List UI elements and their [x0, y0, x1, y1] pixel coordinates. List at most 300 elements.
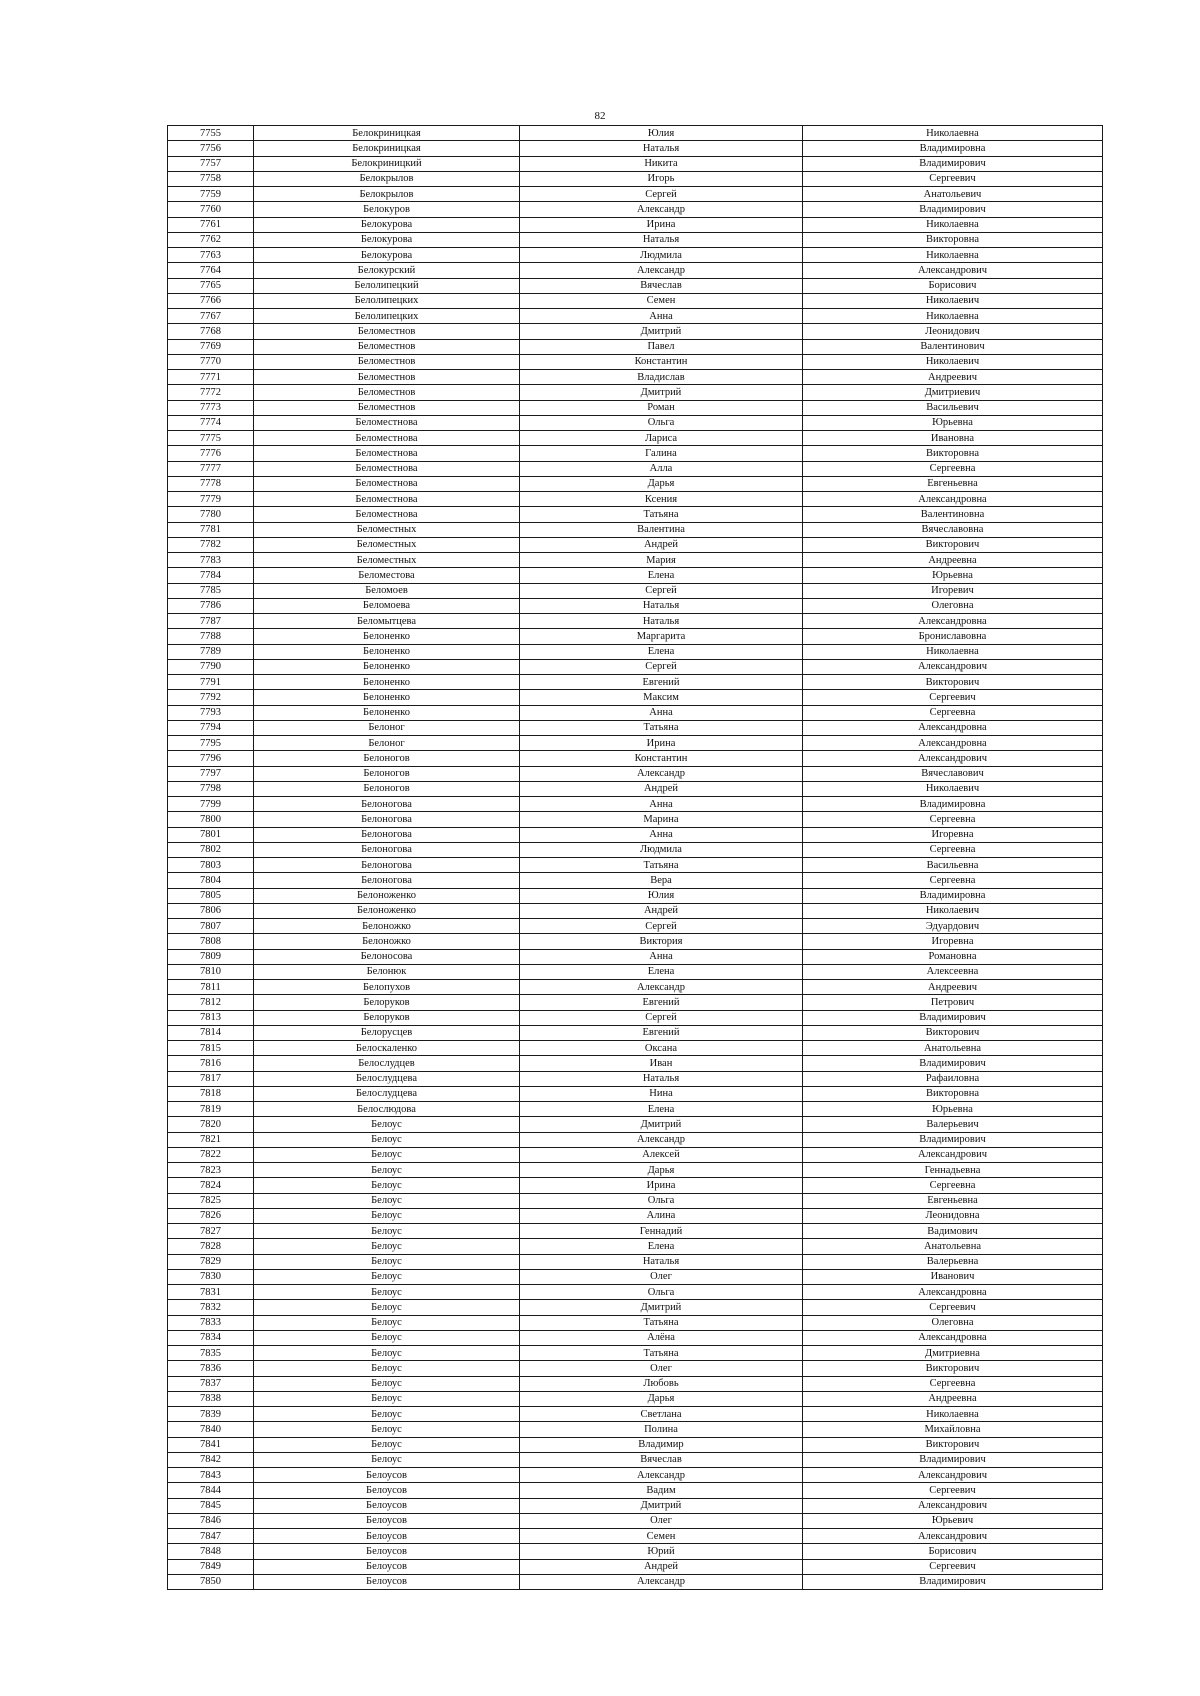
- surname-cell: Белоус: [254, 1239, 520, 1254]
- first-name-cell: Валентина: [520, 522, 803, 537]
- patronymic-cell: Николаевна: [803, 644, 1103, 659]
- surname-cell: Белоус: [254, 1285, 520, 1300]
- first-name-cell: Алла: [520, 461, 803, 476]
- surname-cell: Белокурова: [254, 248, 520, 263]
- table-row: [168, 659, 1103, 674]
- surname-cell: Беломестнов: [254, 339, 520, 354]
- surname-cell: Белокурова: [254, 232, 520, 247]
- first-name-cell: Елена: [520, 964, 803, 979]
- patronymic-cell: Брониславовна: [803, 629, 1103, 644]
- record-number-cell: 7756: [168, 141, 254, 156]
- record-number-cell: 7770: [168, 354, 254, 369]
- table-row: [168, 736, 1103, 751]
- first-name-cell: Ольга: [520, 1285, 803, 1300]
- patronymic-cell: Николаевич: [803, 903, 1103, 918]
- first-name-cell: Андрей: [520, 781, 803, 796]
- patronymic-cell: Дмитриевна: [803, 1346, 1103, 1361]
- table-row: [168, 1117, 1103, 1132]
- patronymic-cell: Александровна: [803, 1285, 1103, 1300]
- first-name-cell: Игорь: [520, 171, 803, 186]
- table-row: [168, 1346, 1103, 1361]
- surname-cell: Белоус: [254, 1208, 520, 1223]
- table-row: [168, 720, 1103, 735]
- first-name-cell: Алина: [520, 1208, 803, 1223]
- first-name-cell: Виктория: [520, 934, 803, 949]
- patronymic-cell: Игоревна: [803, 827, 1103, 842]
- record-number-cell: 7841: [168, 1437, 254, 1452]
- patronymic-cell: Борисович: [803, 1544, 1103, 1559]
- table-row: [168, 553, 1103, 568]
- record-number-cell: 7833: [168, 1315, 254, 1330]
- first-name-cell: Дарья: [520, 1163, 803, 1178]
- surname-cell: Белоножко: [254, 934, 520, 949]
- table-row: [168, 1010, 1103, 1025]
- surname-cell: Белослудцева: [254, 1071, 520, 1086]
- table-row: [168, 1574, 1103, 1589]
- table-row: [168, 690, 1103, 705]
- surname-cell: Белоус: [254, 1132, 520, 1147]
- first-name-cell: Татьяна: [520, 1315, 803, 1330]
- surname-cell: Беломытцева: [254, 614, 520, 629]
- first-name-cell: Дмитрий: [520, 324, 803, 339]
- first-name-cell: Иван: [520, 1056, 803, 1071]
- first-name-cell: Константин: [520, 354, 803, 369]
- surname-cell: Белоненко: [254, 690, 520, 705]
- surname-cell: Белоус: [254, 1147, 520, 1162]
- table-row: [168, 1224, 1103, 1239]
- first-name-cell: Светлана: [520, 1407, 803, 1422]
- record-number-cell: 7810: [168, 964, 254, 979]
- table-row: [168, 385, 1103, 400]
- first-name-cell: Евгений: [520, 1025, 803, 1040]
- surname-cell: Белоус: [254, 1163, 520, 1178]
- table-row: [168, 1254, 1103, 1269]
- first-name-cell: Владислав: [520, 370, 803, 385]
- surname-cell: Белоус: [254, 1346, 520, 1361]
- table-row: [168, 797, 1103, 812]
- table-row: [168, 187, 1103, 202]
- patronymic-cell: Васильевич: [803, 400, 1103, 415]
- record-number-cell: 7785: [168, 583, 254, 598]
- first-name-cell: Вадим: [520, 1483, 803, 1498]
- table-row: [168, 1163, 1103, 1178]
- first-name-cell: Наталья: [520, 1254, 803, 1269]
- table-row: [168, 980, 1103, 995]
- patronymic-cell: Юрьевна: [803, 415, 1103, 430]
- table-row: [168, 1513, 1103, 1528]
- table-row: [168, 1025, 1103, 1040]
- table-row: [168, 751, 1103, 766]
- record-number-cell: 7806: [168, 903, 254, 918]
- record-number-cell: 7840: [168, 1422, 254, 1437]
- record-number-cell: 7768: [168, 324, 254, 339]
- record-number-cell: 7789: [168, 644, 254, 659]
- surname-cell: Белослудцев: [254, 1056, 520, 1071]
- surname-cell: Белокурова: [254, 217, 520, 232]
- table-row: [168, 1102, 1103, 1117]
- first-name-cell: Нина: [520, 1086, 803, 1101]
- record-number-cell: 7759: [168, 187, 254, 202]
- first-name-cell: Геннадий: [520, 1224, 803, 1239]
- table-row: [168, 1376, 1103, 1391]
- surname-cell: Белоус: [254, 1330, 520, 1345]
- first-name-cell: Владимир: [520, 1437, 803, 1452]
- patronymic-cell: Николаевич: [803, 781, 1103, 796]
- patronymic-cell: Сергеевич: [803, 690, 1103, 705]
- record-number-cell: 7835: [168, 1346, 254, 1361]
- first-name-cell: Вячеслав: [520, 278, 803, 293]
- table-row: [168, 1208, 1103, 1223]
- patronymic-cell: Евгеньевна: [803, 1193, 1103, 1208]
- surname-cell: Белоноженко: [254, 888, 520, 903]
- surname-cell: Беломестнова: [254, 461, 520, 476]
- patronymic-cell: Викторовна: [803, 1086, 1103, 1101]
- surname-cell: Белоус: [254, 1452, 520, 1467]
- patronymic-cell: Владимирович: [803, 1452, 1103, 1467]
- table-row: [168, 1285, 1103, 1300]
- record-number-cell: 7761: [168, 217, 254, 232]
- first-name-cell: Евгений: [520, 675, 803, 690]
- surname-cell: Беломестнова: [254, 492, 520, 507]
- first-name-cell: Татьяна: [520, 720, 803, 735]
- record-number-cell: 7774: [168, 415, 254, 430]
- patronymic-cell: Ивановна: [803, 431, 1103, 446]
- surname-cell: Белолипецких: [254, 309, 520, 324]
- table-row: [168, 842, 1103, 857]
- record-number-cell: 7793: [168, 705, 254, 720]
- first-name-cell: Дарья: [520, 476, 803, 491]
- patronymic-cell: Александрович: [803, 1147, 1103, 1162]
- surname-cell: Белоруков: [254, 995, 520, 1010]
- patronymic-cell: Игоревна: [803, 934, 1103, 949]
- patronymic-cell: Валерьевич: [803, 1117, 1103, 1132]
- record-number-cell: 7795: [168, 736, 254, 751]
- surname-cell: Белоус: [254, 1391, 520, 1406]
- first-name-cell: Сергей: [520, 1010, 803, 1025]
- table-row: [168, 1391, 1103, 1406]
- patronymic-cell: Владимирович: [803, 1010, 1103, 1025]
- table-row: [168, 1193, 1103, 1208]
- first-name-cell: Олег: [520, 1269, 803, 1284]
- first-name-cell: Татьяна: [520, 858, 803, 873]
- patronymic-cell: Андреевна: [803, 1391, 1103, 1406]
- record-number-cell: 7757: [168, 156, 254, 171]
- table-row: [168, 461, 1103, 476]
- patronymic-cell: Андреевич: [803, 980, 1103, 995]
- surname-cell: Беломестова: [254, 568, 520, 583]
- record-number-cell: 7767: [168, 309, 254, 324]
- first-name-cell: Олег: [520, 1361, 803, 1376]
- record-number-cell: 7799: [168, 797, 254, 812]
- table-row: [168, 156, 1103, 171]
- patronymic-cell: Владимировна: [803, 888, 1103, 903]
- surname-cell: Беломестнова: [254, 431, 520, 446]
- surname-cell: Белоус: [254, 1300, 520, 1315]
- surname-cell: Белоус: [254, 1269, 520, 1284]
- record-number-cell: 7847: [168, 1529, 254, 1544]
- surname-cell: Белослюдова: [254, 1102, 520, 1117]
- surname-cell: Белоножко: [254, 919, 520, 934]
- surname-cell: Белоруков: [254, 1010, 520, 1025]
- record-number-cell: 7788: [168, 629, 254, 644]
- surname-cell: Белоус: [254, 1407, 520, 1422]
- surname-cell: Белолипецкий: [254, 278, 520, 293]
- surname-cell: Белоненко: [254, 659, 520, 674]
- patronymic-cell: Валентиновна: [803, 507, 1103, 522]
- first-name-cell: Полина: [520, 1422, 803, 1437]
- table-row: [168, 232, 1103, 247]
- table-row: [168, 934, 1103, 949]
- surname-cell: Белоненко: [254, 705, 520, 720]
- table-row: [168, 1361, 1103, 1376]
- table-row: [168, 202, 1103, 217]
- record-number-cell: 7850: [168, 1574, 254, 1589]
- surname-cell: Белоусов: [254, 1529, 520, 1544]
- table-row: [168, 446, 1103, 461]
- patronymic-cell: Сергеевич: [803, 1300, 1103, 1315]
- first-name-cell: Елена: [520, 644, 803, 659]
- first-name-cell: Александр: [520, 202, 803, 217]
- patronymic-cell: Вадимович: [803, 1224, 1103, 1239]
- surname-cell: Белокрылов: [254, 171, 520, 186]
- table-row: [168, 705, 1103, 720]
- record-number-cell: 7769: [168, 339, 254, 354]
- first-name-cell: Никита: [520, 156, 803, 171]
- record-number-cell: 7760: [168, 202, 254, 217]
- table-row: [168, 248, 1103, 263]
- surname-cell: Белоногова: [254, 858, 520, 873]
- table-row: [168, 858, 1103, 873]
- first-name-cell: Людмила: [520, 248, 803, 263]
- table-row: [168, 492, 1103, 507]
- record-number-cell: 7804: [168, 873, 254, 888]
- record-number-cell: 7825: [168, 1193, 254, 1208]
- roster-table: [167, 125, 1103, 1590]
- surname-cell: Белоус: [254, 1437, 520, 1452]
- page-number: 82: [594, 110, 606, 122]
- record-number-cell: 7762: [168, 232, 254, 247]
- table-row: [168, 1300, 1103, 1315]
- table-row: [168, 1422, 1103, 1437]
- record-number-cell: 7838: [168, 1391, 254, 1406]
- record-number-cell: 7787: [168, 614, 254, 629]
- patronymic-cell: Сергеевна: [803, 842, 1103, 857]
- table-row: [168, 675, 1103, 690]
- record-number-cell: 7824: [168, 1178, 254, 1193]
- table-row: [168, 614, 1103, 629]
- patronymic-cell: Викторович: [803, 537, 1103, 552]
- record-number-cell: 7758: [168, 171, 254, 186]
- surname-cell: Белоусов: [254, 1468, 520, 1483]
- surname-cell: Беломестнов: [254, 324, 520, 339]
- record-number-cell: 7772: [168, 385, 254, 400]
- surname-cell: Белоусов: [254, 1574, 520, 1589]
- record-number-cell: 7819: [168, 1102, 254, 1117]
- record-number-cell: 7781: [168, 522, 254, 537]
- patronymic-cell: Владимирович: [803, 1574, 1103, 1589]
- first-name-cell: Юлия: [520, 888, 803, 903]
- surname-cell: Белоус: [254, 1376, 520, 1391]
- surname-cell: Белоногов: [254, 781, 520, 796]
- first-name-cell: Елена: [520, 1102, 803, 1117]
- first-name-cell: Алёна: [520, 1330, 803, 1345]
- first-name-cell: Маргарита: [520, 629, 803, 644]
- record-number-cell: 7817: [168, 1071, 254, 1086]
- record-number-cell: 7846: [168, 1513, 254, 1528]
- surname-cell: Беломестнова: [254, 415, 520, 430]
- patronymic-cell: Анатольевна: [803, 1239, 1103, 1254]
- table-row: [168, 309, 1103, 324]
- first-name-cell: Елена: [520, 1239, 803, 1254]
- record-number-cell: 7809: [168, 949, 254, 964]
- surname-cell: Белоус: [254, 1422, 520, 1437]
- surname-cell: Белоус: [254, 1117, 520, 1132]
- record-number-cell: 7814: [168, 1025, 254, 1040]
- table-row: [168, 781, 1103, 796]
- surname-cell: Белоус: [254, 1193, 520, 1208]
- patronymic-cell: Николаевна: [803, 248, 1103, 263]
- patronymic-cell: Вячеславович: [803, 766, 1103, 781]
- patronymic-cell: Викторовна: [803, 232, 1103, 247]
- record-number-cell: 7812: [168, 995, 254, 1010]
- table-row: [168, 644, 1103, 659]
- patronymic-cell: Сергеевна: [803, 705, 1103, 720]
- table-row: [168, 827, 1103, 842]
- surname-cell: Белоус: [254, 1361, 520, 1376]
- first-name-cell: Наталья: [520, 1071, 803, 1086]
- table-row: [168, 888, 1103, 903]
- first-name-cell: Александр: [520, 1132, 803, 1147]
- surname-cell: Белоногов: [254, 751, 520, 766]
- table-row: [168, 1544, 1103, 1559]
- record-number-cell: 7843: [168, 1468, 254, 1483]
- surname-cell: Белоусов: [254, 1498, 520, 1513]
- first-name-cell: Анна: [520, 949, 803, 964]
- table-row: [168, 370, 1103, 385]
- table-row: [168, 1452, 1103, 1467]
- first-name-cell: Александр: [520, 1574, 803, 1589]
- patronymic-cell: Алексеевна: [803, 964, 1103, 979]
- surname-cell: Белоус: [254, 1224, 520, 1239]
- surname-cell: Белоусов: [254, 1544, 520, 1559]
- table-row: [168, 919, 1103, 934]
- surname-cell: Белокурский: [254, 263, 520, 278]
- record-number-cell: 7783: [168, 553, 254, 568]
- table-row: [168, 949, 1103, 964]
- first-name-cell: Оксана: [520, 1041, 803, 1056]
- record-number-cell: 7837: [168, 1376, 254, 1391]
- surname-cell: Белоус: [254, 1178, 520, 1193]
- record-number-cell: 7818: [168, 1086, 254, 1101]
- table-row: [168, 1407, 1103, 1422]
- patronymic-cell: Леонидовна: [803, 1208, 1103, 1223]
- table-row: [168, 812, 1103, 827]
- record-number-cell: 7779: [168, 492, 254, 507]
- surname-cell: Беломестных: [254, 537, 520, 552]
- surname-cell: Белонюк: [254, 964, 520, 979]
- first-name-cell: Анна: [520, 827, 803, 842]
- surname-cell: Белоногова: [254, 842, 520, 857]
- record-number-cell: 7794: [168, 720, 254, 735]
- first-name-cell: Александр: [520, 980, 803, 995]
- surname-cell: Белоненко: [254, 644, 520, 659]
- first-name-cell: Анна: [520, 705, 803, 720]
- surname-cell: Белолипецких: [254, 293, 520, 308]
- first-name-cell: Алексей: [520, 1147, 803, 1162]
- patronymic-cell: Александровна: [803, 1330, 1103, 1345]
- surname-cell: Белорусцев: [254, 1025, 520, 1040]
- record-number-cell: 7807: [168, 919, 254, 934]
- first-name-cell: Татьяна: [520, 507, 803, 522]
- record-number-cell: 7836: [168, 1361, 254, 1376]
- patronymic-cell: Сергеевна: [803, 461, 1103, 476]
- patronymic-cell: Владимирович: [803, 1132, 1103, 1147]
- table-row: [168, 278, 1103, 293]
- table-row: [168, 171, 1103, 186]
- record-number-cell: 7844: [168, 1483, 254, 1498]
- patronymic-cell: Игоревич: [803, 583, 1103, 598]
- surname-cell: Белоногова: [254, 873, 520, 888]
- first-name-cell: Павел: [520, 339, 803, 354]
- record-number-cell: 7848: [168, 1544, 254, 1559]
- patronymic-cell: Александрович: [803, 1529, 1103, 1544]
- first-name-cell: Андрей: [520, 903, 803, 918]
- patronymic-cell: Александрович: [803, 659, 1103, 674]
- record-number-cell: 7773: [168, 400, 254, 415]
- first-name-cell: Наталья: [520, 614, 803, 629]
- table-row: [168, 1483, 1103, 1498]
- first-name-cell: Роман: [520, 400, 803, 415]
- first-name-cell: Анна: [520, 309, 803, 324]
- first-name-cell: Дмитрий: [520, 1300, 803, 1315]
- patronymic-cell: Викторовна: [803, 446, 1103, 461]
- surname-cell: Беломоева: [254, 598, 520, 613]
- record-number-cell: 7792: [168, 690, 254, 705]
- record-number-cell: 7816: [168, 1056, 254, 1071]
- surname-cell: Белоногова: [254, 827, 520, 842]
- patronymic-cell: Николаевна: [803, 126, 1103, 141]
- first-name-cell: Лариса: [520, 431, 803, 446]
- record-number-cell: 7782: [168, 537, 254, 552]
- record-number-cell: 7784: [168, 568, 254, 583]
- surname-cell: Беломестнова: [254, 446, 520, 461]
- patronymic-cell: Владимирович: [803, 1056, 1103, 1071]
- first-name-cell: Людмила: [520, 842, 803, 857]
- surname-cell: Белоногова: [254, 812, 520, 827]
- patronymic-cell: Александрович: [803, 1468, 1103, 1483]
- surname-cell: Белокриницкий: [254, 156, 520, 171]
- first-name-cell: Вера: [520, 873, 803, 888]
- table-row: [168, 293, 1103, 308]
- first-name-cell: Семен: [520, 293, 803, 308]
- patronymic-cell: Сергеевич: [803, 171, 1103, 186]
- patronymic-cell: Александровна: [803, 736, 1103, 751]
- patronymic-cell: Владимирович: [803, 156, 1103, 171]
- record-number-cell: 7771: [168, 370, 254, 385]
- record-number-cell: 7780: [168, 507, 254, 522]
- table-row: [168, 339, 1103, 354]
- first-name-cell: Константин: [520, 751, 803, 766]
- table-row: [168, 1132, 1103, 1147]
- first-name-cell: Александр: [520, 766, 803, 781]
- record-number-cell: 7764: [168, 263, 254, 278]
- patronymic-cell: Евгеньевна: [803, 476, 1103, 491]
- record-number-cell: 7800: [168, 812, 254, 827]
- patronymic-cell: Юрьевич: [803, 1513, 1103, 1528]
- table-row: [168, 629, 1103, 644]
- patronymic-cell: Борисович: [803, 278, 1103, 293]
- patronymic-cell: Николаевна: [803, 1407, 1103, 1422]
